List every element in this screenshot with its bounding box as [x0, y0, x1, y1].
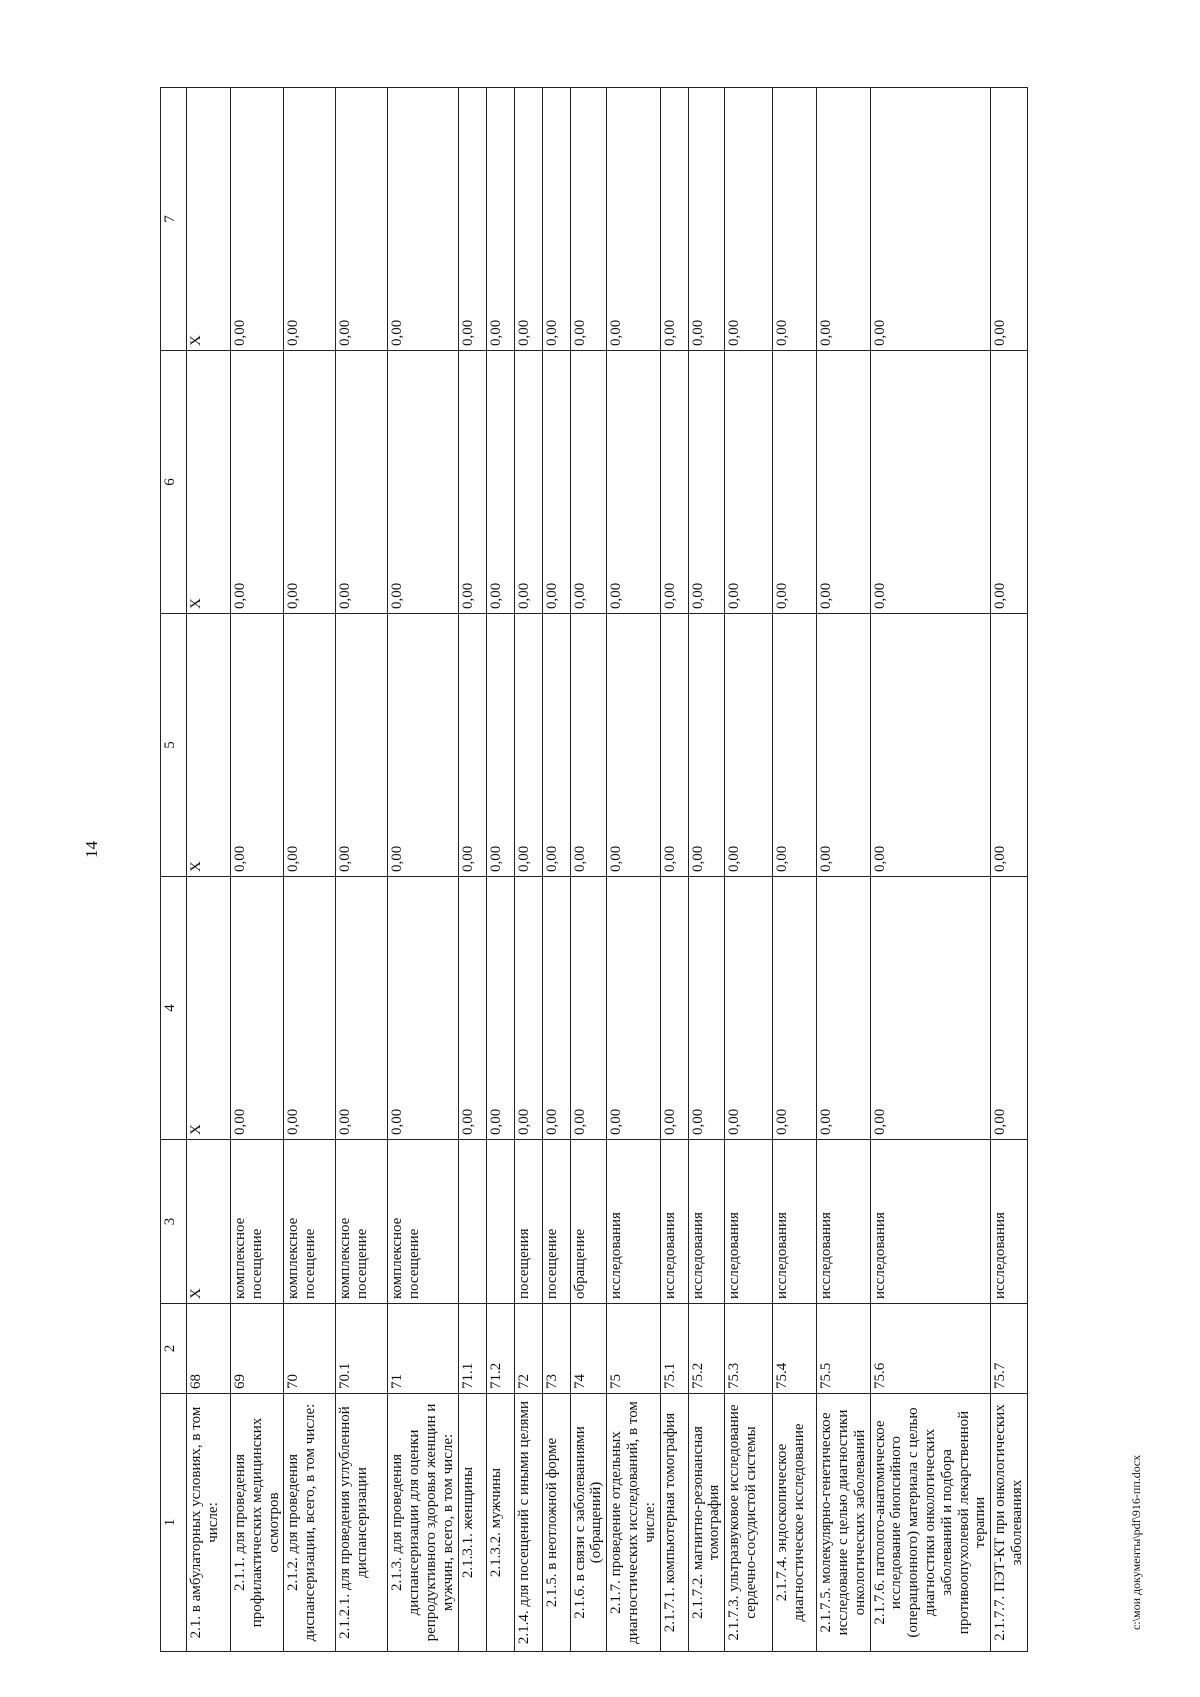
cell-col4: 0,00 [542, 877, 570, 1140]
cell-col7: 0,00 [991, 88, 1028, 351]
cell-col7: 0,00 [284, 88, 336, 351]
cell-col4: 0,00 [817, 877, 870, 1140]
cell-col5: 0,00 [773, 614, 817, 877]
cell-code: 69 [231, 1304, 284, 1394]
cell-col4: 0,00 [336, 877, 388, 1140]
cell-col7: 0,00 [607, 88, 660, 351]
cell-col7: 0,00 [570, 88, 607, 351]
cell-col4: 0,00 [725, 877, 773, 1140]
cell-col7: 0,00 [773, 88, 817, 351]
cell-col5: 0,00 [817, 614, 870, 877]
cell-col4: 0,00 [486, 877, 514, 1140]
cell-col7: X [187, 88, 231, 351]
cell-col4: 0,00 [514, 877, 542, 1140]
cell-col7: 0,00 [660, 88, 688, 351]
cell-col6: 0,00 [870, 351, 991, 614]
table-row [514, 88, 542, 1652]
cell-unit: посещения [514, 1140, 542, 1304]
table-row [388, 88, 458, 1652]
cell-col4: X [187, 877, 231, 1140]
table-row [660, 88, 688, 1652]
cell-col5: 0,00 [870, 614, 991, 877]
table-row [725, 88, 773, 1652]
cell-code: 71 [388, 1304, 458, 1394]
cell-col4: 0,00 [870, 877, 991, 1140]
cell-col6: 0,00 [660, 351, 688, 614]
cell-col6: 0,00 [486, 351, 514, 614]
cell-col7: 0,00 [542, 88, 570, 351]
table-row [817, 88, 870, 1652]
table-row [870, 88, 991, 1652]
table-row [607, 88, 660, 1652]
cell-name: 2.1.7.6. патолого-анатомическое исследование биопсийного (операционного) материала с целью диагностики онкологических заболеваний и подбора противоопухолевой лекарственной терапии [870, 1394, 991, 1652]
column-header-6: 6 [161, 351, 187, 614]
cell-code: 75 [607, 1304, 660, 1394]
cell-name: 2.1.2. для проведения диспансеризации, всего, в том числе: [284, 1394, 336, 1652]
cell-code: 71.1 [458, 1304, 486, 1394]
cell-unit: посещение [542, 1140, 570, 1304]
cell-col4: 0,00 [388, 877, 458, 1140]
cell-col7: 0,00 [336, 88, 388, 351]
cell-col6: 0,00 [336, 351, 388, 614]
cell-unit: исследования [725, 1140, 773, 1304]
table-row [231, 88, 284, 1652]
column-header-5: 5 [161, 614, 187, 877]
cell-col6: 0,00 [817, 351, 870, 614]
cell-name: 2.1.6. в связи с заболеваниями (обращений) [570, 1394, 607, 1652]
cell-col5: 0,00 [688, 614, 725, 877]
cell-unit [486, 1140, 514, 1304]
cell-unit: исследования [660, 1140, 688, 1304]
cell-col5: 0,00 [336, 614, 388, 877]
cell-col5: 0,00 [284, 614, 336, 877]
cell-col6: 0,00 [388, 351, 458, 614]
cell-unit: исследования [688, 1140, 725, 1304]
cell-code: 73 [542, 1304, 570, 1394]
cell-col5: 0,00 [486, 614, 514, 877]
cell-col5: 0,00 [607, 614, 660, 877]
cell-col4: 0,00 [231, 877, 284, 1140]
cell-code: 74 [570, 1304, 607, 1394]
cell-name: 2.1.7. проведение отдельных диагностических исследований, в том числе: [607, 1394, 660, 1652]
cell-col4: 0,00 [773, 877, 817, 1140]
table-row [458, 88, 486, 1652]
cell-name: 2.1.7.7. ПЭТ-КТ при онкологических заболеваниях [991, 1394, 1028, 1652]
cell-col6: 0,00 [725, 351, 773, 614]
cell-unit: комплексное посещение [336, 1140, 388, 1304]
cell-col6: 0,00 [773, 351, 817, 614]
footer-file-path: c:\мои документы\pdf\916-пп.docx [1129, 1454, 1143, 1630]
cell-col7: 0,00 [688, 88, 725, 351]
cell-code: 75.3 [725, 1304, 773, 1394]
column-header-3: 3 [161, 1140, 187, 1304]
cell-col6: 0,00 [231, 351, 284, 614]
cell-col4: 0,00 [991, 877, 1028, 1140]
cell-name: 2.1.3.2. мужчины [486, 1394, 514, 1652]
cell-code: 75.1 [660, 1304, 688, 1394]
cell-code: 75.7 [991, 1304, 1028, 1394]
cell-name: 2.1. в амбулаторных условиях, в том числе: [187, 1394, 231, 1652]
cell-col6: 0,00 [570, 351, 607, 614]
cell-unit: исследования [991, 1140, 1028, 1304]
page-number: 14 [82, 841, 101, 859]
cell-name: 2.1.3.1. женщины [458, 1394, 486, 1652]
cell-code: 75.6 [870, 1304, 991, 1394]
cell-name: 2.1.7.2. магнитно-резонансная томография [688, 1394, 725, 1652]
cell-col7: 0,00 [817, 88, 870, 351]
cell-col4: 0,00 [607, 877, 660, 1140]
cell-col4: 0,00 [570, 877, 607, 1140]
cell-col5: 0,00 [570, 614, 607, 877]
cell-col6: 0,00 [514, 351, 542, 614]
cell-name: 2.1.7.3. ультразвуковое исследование сердечно-сосудистой системы [725, 1394, 773, 1652]
cell-col5: X [187, 614, 231, 877]
cell-code: 75.2 [688, 1304, 725, 1394]
cell-code: 70.1 [336, 1304, 388, 1394]
cell-name: 2.1.2.1. для проведения углубленной диспансеризации [336, 1394, 388, 1652]
cell-col6: 0,00 [542, 351, 570, 614]
cell-col5: 0,00 [542, 614, 570, 877]
cell-unit [458, 1140, 486, 1304]
cell-col4: 0,00 [660, 877, 688, 1140]
cell-code: 75.5 [817, 1304, 870, 1394]
cell-name: 2.1.4. для посещений с иными целями [514, 1394, 542, 1652]
cell-col6: 0,00 [458, 351, 486, 614]
cell-unit: исследования [870, 1140, 991, 1304]
cell-col7: 0,00 [486, 88, 514, 351]
data-table [160, 87, 1028, 1652]
table-row [187, 88, 231, 1652]
table-row [773, 88, 817, 1652]
cell-col6: X [187, 351, 231, 614]
cell-name: 2.1.7.5. молекулярно-генетическое исследование с целью диагностики онкологических заболеваний [817, 1394, 870, 1652]
cell-col4: 0,00 [284, 877, 336, 1140]
cell-col4: 0,00 [688, 877, 725, 1140]
column-header-4: 4 [161, 877, 187, 1140]
cell-code: 70 [284, 1304, 336, 1394]
cell-col6: 0,00 [991, 351, 1028, 614]
cell-col7: 0,00 [514, 88, 542, 351]
cell-col7: 0,00 [870, 88, 991, 351]
table-row [486, 88, 514, 1652]
cell-code: 72 [514, 1304, 542, 1394]
cell-col7: 0,00 [725, 88, 773, 351]
cell-col5: 0,00 [991, 614, 1028, 877]
cell-col5: 0,00 [388, 614, 458, 877]
column-header-2: 2 [161, 1304, 187, 1394]
column-header-7: 7 [161, 88, 187, 351]
cell-unit: исследования [607, 1140, 660, 1304]
cell-col7: 0,00 [231, 88, 284, 351]
cell-col7: 0,00 [388, 88, 458, 351]
table-row [688, 88, 725, 1652]
table-row [542, 88, 570, 1652]
cell-col5: 0,00 [725, 614, 773, 877]
table-row [570, 88, 607, 1652]
cell-col6: 0,00 [284, 351, 336, 614]
cell-unit: исследования [817, 1140, 870, 1304]
cell-code: 75.4 [773, 1304, 817, 1394]
cell-name: 2.1.7.4. эндоскопическое диагностическое исследование [773, 1394, 817, 1652]
cell-name: 2.1.3. для проведения диспансеризации для оценки репродуктивного здоровья женщин и мужчин, всего, в том числе: [388, 1394, 458, 1652]
cell-name: 2.1.5. в неотложной форме [542, 1394, 570, 1652]
cell-col6: 0,00 [607, 351, 660, 614]
cell-unit: комплексное посещение [231, 1140, 284, 1304]
cell-code: 68 [187, 1304, 231, 1394]
cell-col7: 0,00 [458, 88, 486, 351]
cell-name: 2.1.1. для проведения профилактических медицинских осмотров [231, 1394, 284, 1652]
cell-name: 2.1.7.1. компьютерная томография [660, 1394, 688, 1652]
cell-unit: исследования [773, 1140, 817, 1304]
cell-col5: 0,00 [458, 614, 486, 877]
cell-unit: обращение [570, 1140, 607, 1304]
column-header-1: 1 [161, 1394, 187, 1652]
table-row [336, 88, 388, 1652]
cell-col5: 0,00 [514, 614, 542, 877]
cell-col5: 0,00 [231, 614, 284, 877]
cell-unit: комплексное посещение [284, 1140, 336, 1304]
table-header-row [161, 88, 187, 1652]
table-row [991, 88, 1028, 1652]
cell-col4: 0,00 [458, 877, 486, 1140]
cell-col5: 0,00 [660, 614, 688, 877]
cell-code: 71.2 [486, 1304, 514, 1394]
table-row [284, 88, 336, 1652]
cell-unit: X [187, 1140, 231, 1304]
table-container [160, 88, 1025, 1652]
cell-col6: 0,00 [688, 351, 725, 614]
cell-unit: комплексное посещение [388, 1140, 458, 1304]
